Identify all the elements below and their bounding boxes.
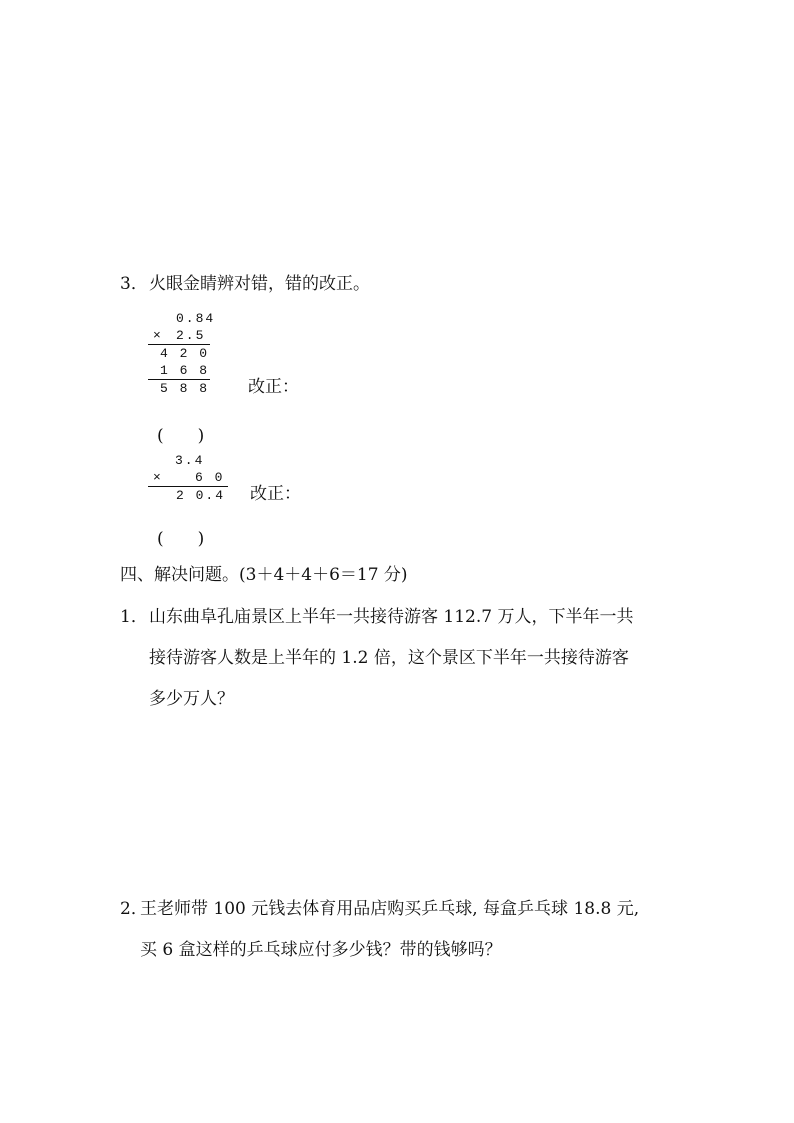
problem-2-line-2: 买 6 盒这样的乒乓球应付多少钱？带的钱够吗？ — [140, 940, 502, 960]
problem-2-number: 2． — [120, 899, 148, 919]
calc1-times-sign: × — [153, 328, 163, 343]
calc2-times-sign: × — [153, 470, 163, 485]
calc2-answer-blank[interactable]: ( ) — [157, 529, 205, 549]
calc2-rule — [148, 486, 228, 487]
calc1-partial-1: 4 2 0 — [160, 346, 210, 361]
question-3-number: 3． — [120, 274, 148, 294]
calc1-answer-blank[interactable]: ( ) — [157, 426, 205, 446]
calc1-multiplicand: 0.84 — [176, 311, 216, 326]
calc1-fix-label: 改正： — [248, 377, 299, 397]
problem-1-number: 1． — [120, 607, 148, 627]
calc1-rule-2 — [148, 379, 210, 380]
calc2-result: 2 0.4 — [176, 488, 226, 503]
calc1-multiplier: 2.5 — [176, 328, 206, 343]
calc1-result: 5 8 8 — [160, 381, 210, 396]
question-3-title: 火眼金睛辨对错，错的改正。 — [149, 274, 370, 294]
problem-1-line-1: 山东曲阜孔庙景区上半年一共接待游客 112.7 万人，下半年一共 — [149, 607, 634, 627]
problem-1-line-3: 多少万人？ — [149, 689, 234, 709]
calc2-fix-label: 改正： — [250, 484, 301, 504]
problem-2-line-1: 王老师带 100 元钱去体育用品店购买乒乓球, 每盒乒乓球 18.8 元, — [140, 899, 640, 919]
calc1-partial-2: 1 6 8 — [160, 363, 210, 378]
problem-1-line-2: 接待游客人数是上半年的 1.2 倍，这个景区下半年一共接待游客 — [149, 648, 629, 668]
calc2-multiplicand: 3.4 — [175, 453, 205, 468]
section-4-title: 四、解决问题。(3＋4＋4＋6＝17 分) — [120, 565, 408, 585]
calc2-multiplier: 6 0 — [195, 470, 225, 485]
calc1-rule-1 — [148, 344, 210, 345]
